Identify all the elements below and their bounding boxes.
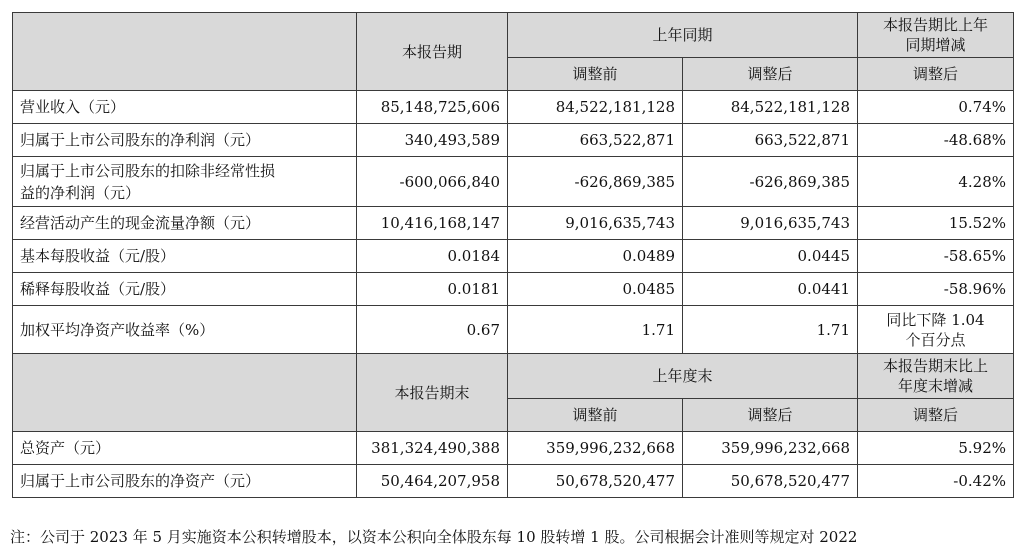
cell-before: 663,522,871 [508,124,683,157]
cell-current: 50,464,207,958 [357,465,508,498]
header-row [13,354,1014,399]
cell-before: 50,678,520,477 [508,465,683,498]
table-row [13,91,1014,124]
row-label: 加权平均净资产收益率（%） [13,306,357,354]
header-blank-cell [13,354,357,432]
cell-after: 1.71 [683,306,858,354]
header-change-line1: 本报告期末比上 [883,357,989,375]
row-label-line2: 益的净利润（元） [20,183,141,202]
table-row [13,306,1014,354]
cell-change-line2: 个百分点 [905,330,966,349]
cell-current: 0.0184 [357,240,508,273]
header-change-after-adjustment: 调整后 [858,58,1014,91]
cell-current: 381,324,490,388 [357,432,508,465]
cell-change-line1: 同比下降 1.04 [886,310,985,329]
row-label: 营业收入（元） [13,91,357,124]
header-before-adjustment: 调整前 [508,58,683,91]
header-current-period-end: 本报告期末 [357,354,508,432]
row-label: 归属于上市公司股东的净利润（元） [13,124,357,157]
cell-before: 84,522,181,128 [508,91,683,124]
cell-before: 9,016,635,743 [508,207,683,240]
row-label [13,157,357,207]
cell-change: -48.68% [858,124,1014,157]
header-change [858,354,1014,399]
cell-after: 50,678,520,477 [683,465,858,498]
cell-change: -0.42% [858,465,1014,498]
row-label: 基本每股收益（元/股） [13,240,357,273]
row-label-line1: 归属于上市公司股东的扣除非经常性损 [20,161,276,180]
row-label: 稀释每股收益（元/股） [13,273,357,306]
cell-change: 0.74% [858,91,1014,124]
cell-after: 9,016,635,743 [683,207,858,240]
row-label: 经营活动产生的现金流量净额（元） [13,207,357,240]
header-row [13,13,1014,58]
table-row [13,157,1014,207]
cell-current: 85,148,725,606 [357,91,508,124]
cell-after: -626,869,385 [683,157,858,207]
header-prior-year-end: 上年度末 [508,354,858,399]
row-label: 归属于上市公司股东的净资产（元） [13,465,357,498]
header-before-adjustment: 调整前 [508,399,683,432]
cell-current: -600,066,840 [357,157,508,207]
table-row [13,124,1014,157]
cell-change: 15.52% [858,207,1014,240]
cell-change [858,306,1014,354]
table-row [13,432,1014,465]
header-after-adjustment: 调整后 [683,399,858,432]
cell-after: 359,996,232,668 [683,432,858,465]
cell-current: 340,493,589 [357,124,508,157]
cell-after: 663,522,871 [683,124,858,157]
header-change-after-adjustment: 调整后 [858,399,1014,432]
header-prior-period: 上年同期 [508,13,858,58]
table-row [13,273,1014,306]
row-label: 总资产（元） [13,432,357,465]
table-row [13,207,1014,240]
header-change-line2: 年度末增减 [898,377,974,395]
footnote: 注：公司于 2023 年 5 月实施资本公积转增股本，以资本公积向全体股东每 10 股转增 1 股。公司根据会计准则等规定对 2022 [10,528,858,546]
cell-before: 359,996,232,668 [508,432,683,465]
cell-before: 1.71 [508,306,683,354]
cell-before: 0.0489 [508,240,683,273]
cell-after: 84,522,181,128 [683,91,858,124]
cell-change: 5.92% [858,432,1014,465]
cell-before: -626,869,385 [508,157,683,207]
header-current-period: 本报告期 [357,13,508,91]
cell-change: -58.65% [858,240,1014,273]
header-after-adjustment: 调整后 [683,58,858,91]
cell-change: 4.28% [858,157,1014,207]
table-row [13,240,1014,273]
cell-after: 0.0445 [683,240,858,273]
cell-change: -58.96% [858,273,1014,306]
cell-current: 0.0181 [357,273,508,306]
header-change [858,13,1014,58]
financial-table [12,12,1014,498]
cell-before: 0.0485 [508,273,683,306]
header-blank-cell [13,13,357,91]
cell-after: 0.0441 [683,273,858,306]
header-change-line1: 本报告期比上年 [883,16,989,34]
cell-current: 10,416,168,147 [357,207,508,240]
cell-current: 0.67 [357,306,508,354]
table-row [13,465,1014,498]
header-change-line2: 同期增减 [905,36,966,54]
